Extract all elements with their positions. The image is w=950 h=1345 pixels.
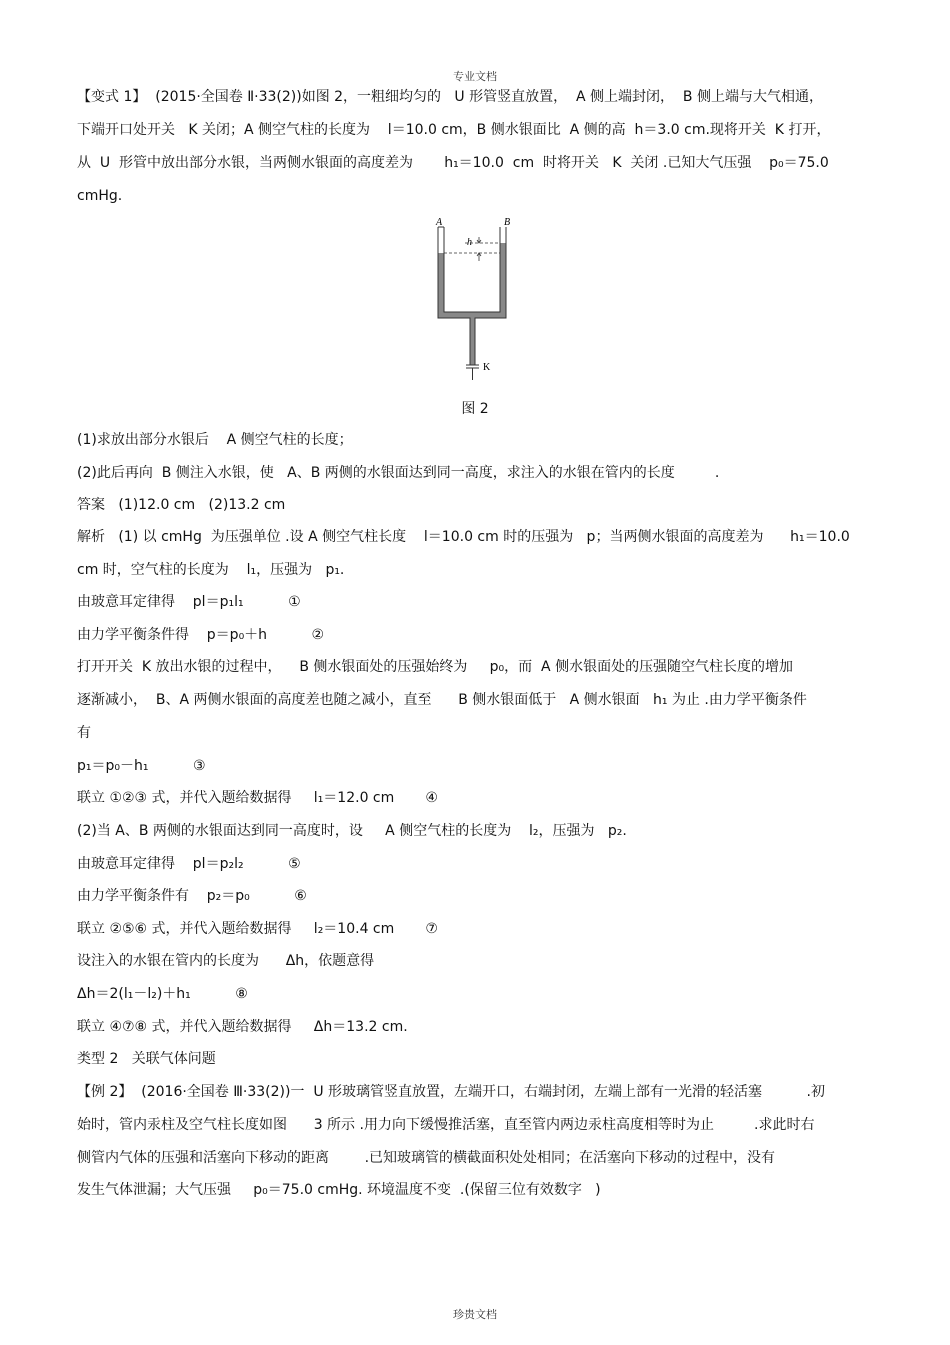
text-line: cmHg. [77, 188, 123, 204]
text-line: 下端开口处开关 K 关闭；A 侧空气柱的长度为 l＝10.0 cm，B 侧水银面比 A 侧的高 h＝3.0 cm.现将开关 K 打开， [77, 122, 831, 138]
text-line: 答案 (1)12.0 cm (2)13.2 cm [77, 497, 286, 513]
text-line: 始时，管内汞柱及空气柱长度如图 3 所示 .用力向下缓慢推活塞，直至管内两边汞柱高度相等时为止 .求此时右 [77, 1117, 815, 1133]
text-line: 由力学平衡条件得 p＝p₀＋h ② [77, 627, 325, 643]
label-b: B [504, 217, 511, 228]
text-line: p₁＝p₀－h₁ ③ [77, 758, 206, 774]
text-line: 【变式 1】 (2015·全国卷 Ⅱ·33(2))如图 2，一粗细均匀的 U 形管竖直放置， A 侧上端封闭， B 侧上端与大气相通， [77, 89, 823, 105]
text-line: 【例 2】 (2016·全国卷 Ⅲ·33(2))一 U 形玻璃管竖直放置，左端开口，右端封闭，左端上部有一光滑的轻活塞 .初 [77, 1084, 826, 1100]
label-a: A [436, 217, 443, 228]
text-line: (2)当 A、B 两侧的水银面达到同一高度时，设 A 侧空气柱的长度为 l₂，压强为 p₂. [77, 823, 627, 839]
figure-caption: 图 2 [461, 401, 489, 417]
text-line: 从 U 形管中放出部分水银，当两侧水银面的高度差为 h₁＝10.0 cm 时将开关 K 关闭 .已知大气压强 p₀＝75.0 [77, 155, 829, 171]
text-line: 由力学平衡条件有 p₂＝p₀ ⑥ [77, 888, 307, 904]
text-line: 联立 ④⑦⑧ 式，并代入题给数据得 Δh＝13.2 cm. [77, 1019, 408, 1035]
text-line: 由玻意耳定律得 pl＝p₂l₂ ⑤ [77, 856, 301, 872]
section-heading: 类型 2 关联气体问题 [77, 1051, 216, 1067]
text-line: cm 时，空气柱的长度为 l₁，压强为 p₁. [77, 562, 345, 578]
text-line: 有 [77, 725, 91, 741]
text-line: 联立 ①②③ 式，并代入题给数据得 l₁＝12.0 cm ④ [77, 790, 438, 806]
u-tube-figure [425, 215, 520, 385]
text-line: Δh＝2(l₁－l₂)＋h₁ ⑧ [77, 986, 248, 1002]
label-h: h [467, 237, 472, 248]
text-line: 由玻意耳定律得 pl＝p₁l₁ ① [77, 594, 301, 610]
page-footer: 珍贵文档 [453, 1308, 497, 1321]
text-line: 逐渐减小， B、A 两侧水银面的高度差也随之减小，直至 B 侧水银面低于 A 侧水银面 h₁ 为止 .由力学平衡条件 [77, 692, 807, 708]
text-line: 联立 ②⑤⑥ 式，并代入题给数据得 l₂＝10.4 cm ⑦ [77, 921, 438, 937]
text-line: (2)此后再向 B 侧注入水银，使 A、B 两侧的水银面达到同一高度，求注入的水银在管内的长度 . [77, 465, 720, 481]
page-header: 专业文档 [453, 70, 497, 83]
text-line: 发生气体泄漏；大气压强 p₀＝75.0 cmHg. 环境温度不变 .(保留三位有效数字 ) [77, 1182, 601, 1198]
label-k: K [483, 362, 491, 373]
mercury [438, 243, 506, 365]
text-line: 解析 (1) 以 cmHg 为压强单位 .设 A 侧空气柱长度 l＝10.0 cm 时的压强为 p；当两侧水银面的高度差为 h₁＝10.0 [77, 529, 850, 545]
text-line: 侧管内气体的压强和活塞向下移动的距离 .已知玻璃管的横截面积处处相同；在活塞向下移动的过程中，没有 [77, 1150, 776, 1166]
text-line: 打开开关 K 放出水银的过程中， B 侧水银面处的压强始终为 p₀，而 A 侧水银面处的压强随空气柱长度的增加 [77, 659, 794, 675]
text-line: (1)求放出部分水银后 A 侧空气柱的长度； [77, 432, 353, 448]
text-line: 设注入的水银在管内的长度为 Δh，依题意得 [77, 953, 375, 969]
